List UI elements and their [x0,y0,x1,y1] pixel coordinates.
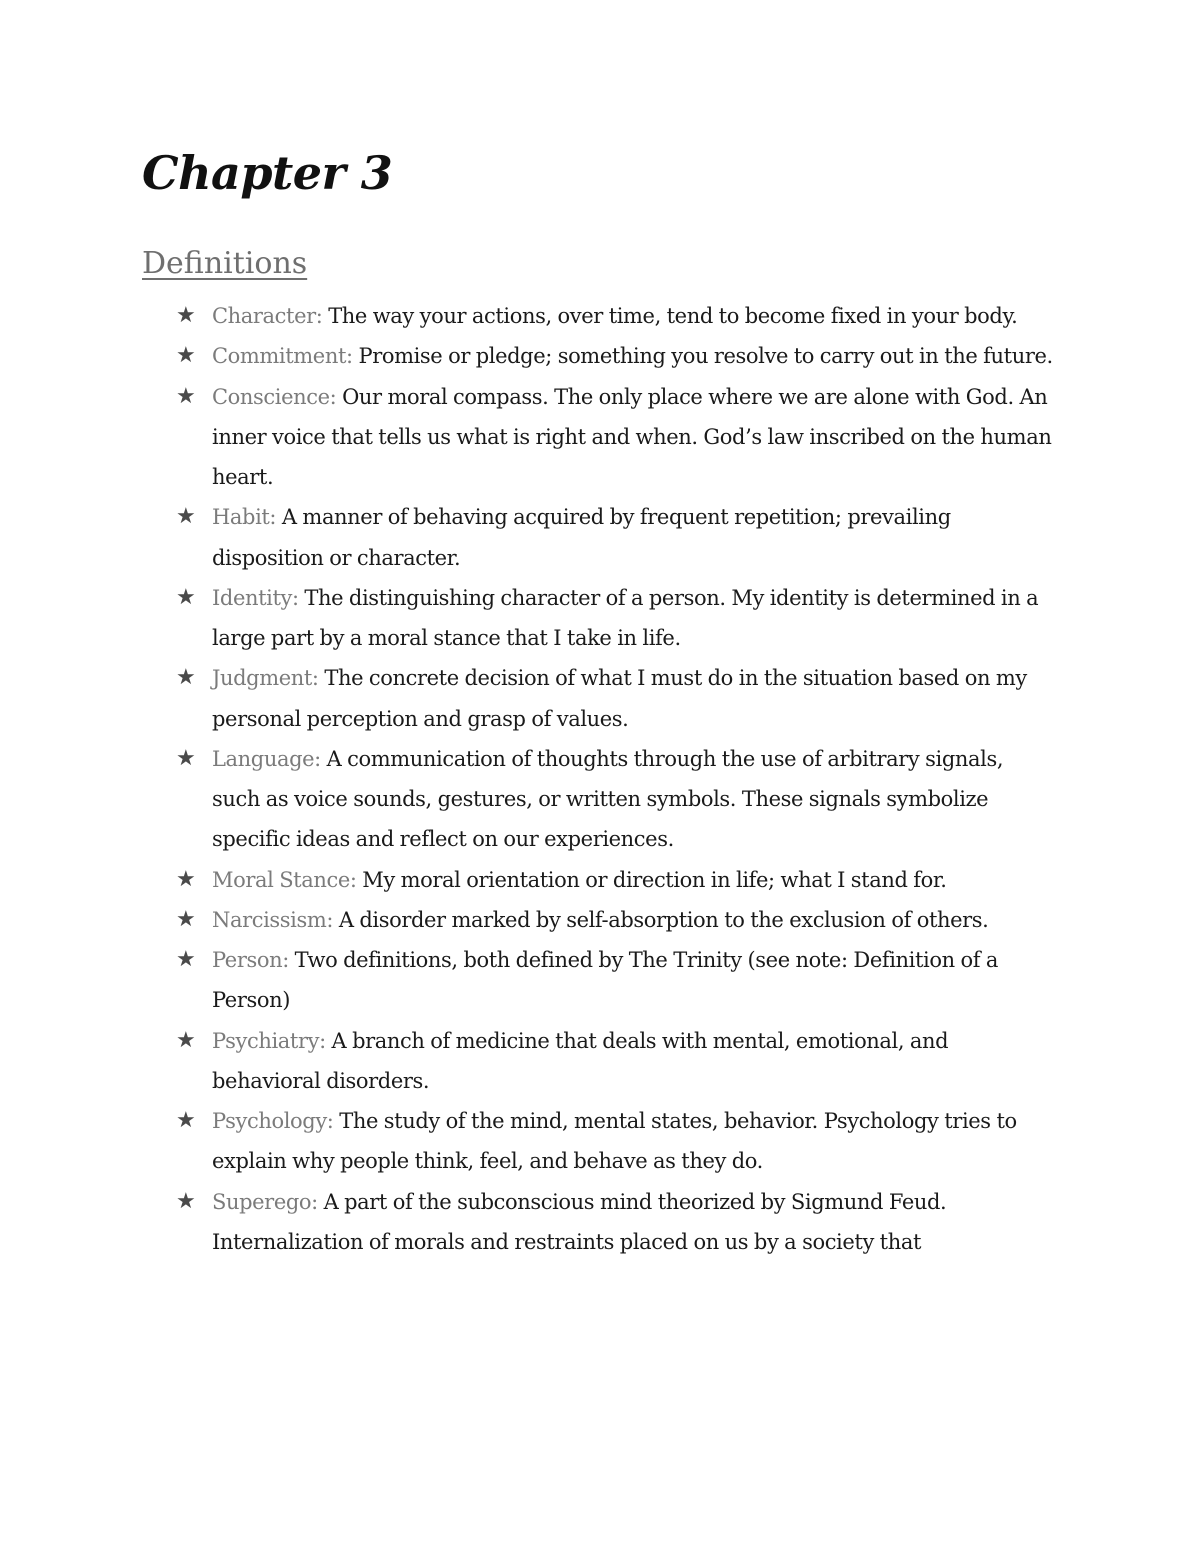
definition-item [176,1182,1056,1263]
definition-item [176,1101,1056,1182]
definition-item [176,377,1056,498]
star-icon: ★ [176,343,196,369]
definition-item [176,336,1056,376]
definition-term: Habit: [212,505,277,530]
star-icon: ★ [176,947,196,972]
definition-term: Narcissism: [212,907,334,932]
star-icon: ★ [176,303,196,328]
definition-term: Superego: [212,1189,318,1214]
definition-term: Character: [212,304,323,328]
star-icon: ★ [176,866,196,892]
definition-text: The distinguishing character of a person. My identity is determined in a large part by a moral stance that I take in life. [212,585,1039,650]
definition-term: Conscience: [212,384,337,409]
star-icon: ★ [176,665,196,691]
definition-item [176,900,1056,940]
star-icon: ★ [176,906,196,932]
definition-item [176,296,1056,336]
definition-item [176,1021,1056,1102]
definition-text: A branch of medicine that deals with mental, emotional, and behavioral disorders. [212,1028,949,1093]
definition-text: My moral orientation or direction in life; what I stand for. [356,867,947,892]
definition-text: Promise or pledge; something you resolve to carry out in the future. [352,344,1053,369]
definition-text: The concrete decision of what I must do in the situation based on my personal perception and grasp of values. [212,666,1027,731]
definition-term: Language: [212,746,321,771]
definition-text: Our moral compass. The only place where we are alone with God. An inner voice that tells us what is right and when. God’s law inscribed on the human heart. [212,384,1052,489]
star-icon: ★ [176,1027,196,1053]
definition-term: Person: [212,948,289,972]
definition-text: The way your actions, over time, tend to become fixed in your body. [322,304,1018,328]
star-icon: ★ [176,383,196,409]
definition-term: Commitment: [212,344,353,369]
definition-text: A part of the subconscious mind theorized by Sigmund Feud. Internalization of morals and restraints placed on us by a society that [212,1189,947,1254]
definition-text: A disorder marked by self-absorption to the exclusion of others. [333,907,989,932]
star-icon: ★ [176,1188,196,1214]
definition-item [176,739,1056,860]
definition-term: Psychiatry: [212,1028,326,1053]
definition-term: Psychology: [212,1109,334,1133]
definition-text: The study of the mind, mental states, behavior. Psychology tries to explain why people think, feel, and behave as they do. [212,1109,1017,1174]
star-icon: ★ [176,504,196,530]
definition-text: A communication of thoughts through the use of arbitrary signals, such as voice sounds, gestures, or written symbols. These signals symbolize specific ideas and reflect on our experiences. [212,746,1004,852]
definition-item [176,940,1056,1021]
definition-item [176,578,1056,659]
definition-item [176,860,1056,900]
definition-item [176,497,1056,578]
definition-item [176,658,1056,739]
definition-text: A manner of behaving acquired by frequent repetition; prevailing disposition or character. [212,505,951,570]
star-icon: ★ [176,1108,196,1133]
definitions-list [176,296,1056,1262]
section-heading: Definitions [142,246,308,281]
definition-term: Identity: [212,585,299,610]
star-icon: ★ [176,745,196,771]
chapter-title: Chapter 3 [142,146,393,200]
star-icon: ★ [176,584,196,610]
definition-term: Moral Stance: [212,867,357,892]
definition-text: Two definitions, both defined by The Trinity (see note: Definition of a Person) [212,948,998,1013]
definition-term: Judgment: [212,666,319,691]
